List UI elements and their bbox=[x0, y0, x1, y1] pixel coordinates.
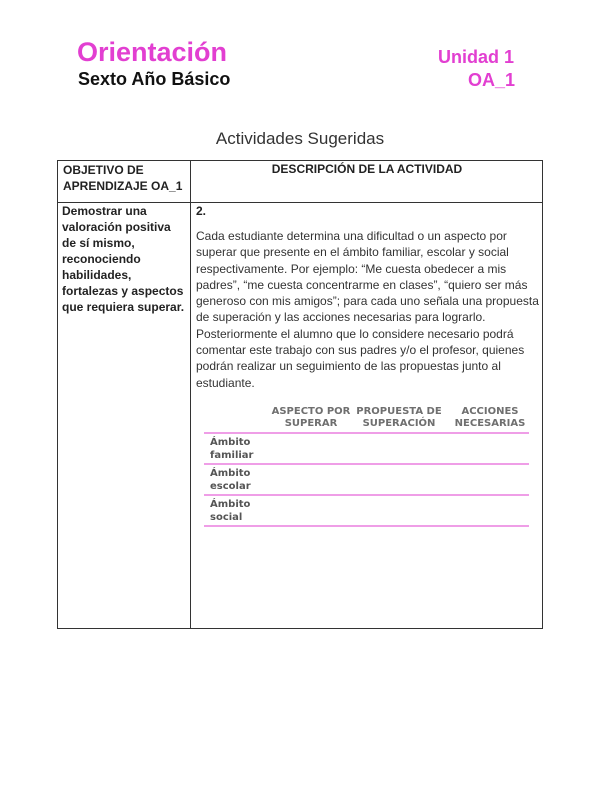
mini-table-rule bbox=[204, 463, 529, 465]
grade-subtitle: Sexto Año Básico bbox=[78, 69, 231, 89]
mini-table-row-label: Ámbito familiar bbox=[210, 437, 254, 461]
objective-column-header: OBJETIVO DE APRENDIZAJE OA_1 bbox=[63, 163, 183, 193]
section-title: Actividades Sugeridas bbox=[215, 129, 385, 148]
mini-table-rule bbox=[204, 494, 529, 496]
mini-table-header-aspect: ASPECTO POR SUPERAR bbox=[271, 406, 351, 429]
document-title: Orientación bbox=[77, 37, 228, 67]
mini-table-rule bbox=[204, 432, 529, 434]
mini-table-row-label: Ámbito social bbox=[210, 499, 251, 523]
activity-number: 2. bbox=[196, 204, 207, 218]
table-column-divider bbox=[190, 160, 191, 629]
unit-label: Unidad 1 bbox=[437, 47, 514, 67]
mini-table-row-label: Ámbito escolar bbox=[210, 468, 251, 492]
objective-text: Demostrar una valoración positiva de sí mismo, reconociendo habilidades, fortalezas y aspectos que requiera superar. bbox=[62, 204, 185, 314]
mini-table-rule bbox=[204, 525, 529, 527]
activity-description: Cada estudiante determina una dificultad o un aspecto por superar que presente en el ámbito familiar, escolar y social respectivamente. Por ejemplo: “Me cuesta obedecer a mis padres”, “me cuesta concentrarme en clases”, “quiero ser más generoso con mis amigos”; para cada uno señala una propuesta de superación y las acciones necesarias para lograrlo. Posteriormente el alumno que lo considere necesario podrá comentar este trabajo con sus padres y/o el profesor, quienes podrán realizar un seguimiento de las propuestas junto al estudiante. bbox=[196, 229, 539, 390]
mini-table-header-proposal: PROPUESTA DE SUPERACIÓN bbox=[356, 406, 442, 429]
description-column-header: DESCRIPCIÓN DE LA ACTIVIDAD bbox=[271, 162, 463, 176]
oa-label: OA_1 bbox=[467, 70, 515, 90]
mini-table-header-actions: ACCIONES NECESARIAS bbox=[454, 406, 526, 429]
